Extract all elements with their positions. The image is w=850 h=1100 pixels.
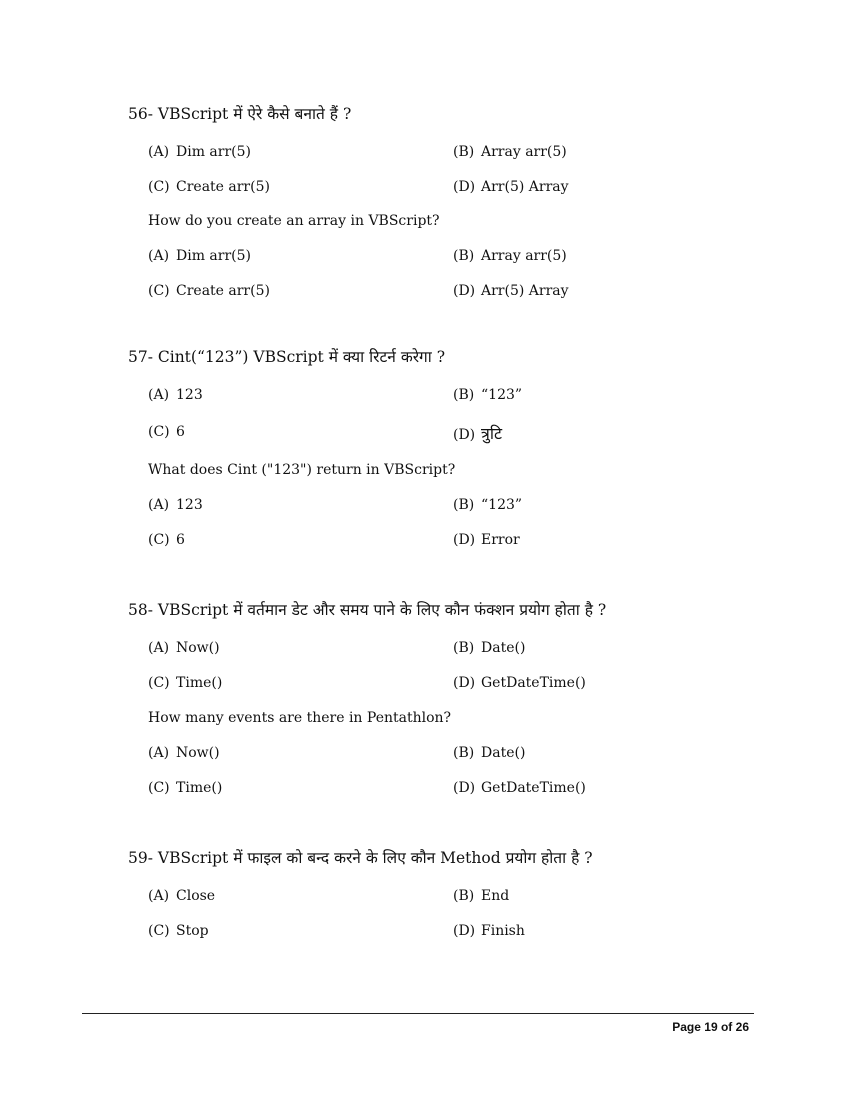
of-label: of [720,1020,733,1034]
option-a: (A) Close [148,888,216,904]
option-d: (D) त्रुटि [453,424,503,443]
option-b: (B) Date() [453,745,526,761]
option-c: (C) Stop [148,923,209,939]
page-number: 19 [704,1020,718,1034]
question-title: 58- VBScript में वर्तमान डेट और समय पाने के लिए कौन फंक्शन प्रयोग होता है ? [128,601,607,619]
question-english-text: How many events are there in Pentathlon? [148,710,452,726]
footer-divider [82,1013,754,1014]
option-d: (D) Finish [453,923,525,939]
option-a: (A) Dim arr(5) [148,144,251,160]
question-title: 56- VBScript में ऐरे कैसे बनाते हैं ? [128,105,352,123]
question-title: 57- Cint(“123”) VBScript में क्या रिटर्न करेगा ? [128,348,446,366]
option-b: (B) End [453,888,510,904]
option-b: (B) “123” [453,497,523,513]
option-a: (A) 123 [148,387,203,403]
total-pages: 26 [735,1020,749,1034]
option-a: (A) Now() [148,640,220,656]
question-english-text: How do you create an array in VBScript? [148,213,440,229]
question-english-text: What does Cint ("123") return in VBScript? [148,462,456,478]
question-title: 59- VBScript में फाइल को बन्द करने के लिए कौन Method प्रयोग होता है ? [128,849,593,867]
option-c: (C) 6 [148,424,185,440]
page-footer [672,1020,749,1034]
option-c: (C) Create arr(5) [148,179,270,195]
option-c: (C) Create arr(5) [148,283,270,299]
option-d: (D) Error [453,532,520,548]
option-c: (C) Time() [148,780,223,796]
option-b: (B) Array arr(5) [453,248,567,264]
option-d: (D) Arr(5) Array [453,283,569,299]
option-d: (D) GetDateTime() [453,675,586,691]
option-c: (C) 6 [148,532,185,548]
page-label: Page [672,1020,701,1034]
option-b: (B) “123” [453,387,523,403]
option-d: (D) GetDateTime() [453,780,586,796]
option-c: (C) Time() [148,675,223,691]
option-b: (B) Array arr(5) [453,144,567,160]
option-d: (D) Arr(5) Array [453,179,569,195]
option-a: (A) Dim arr(5) [148,248,251,264]
option-a: (A) 123 [148,497,203,513]
option-b: (B) Date() [453,640,526,656]
option-a: (A) Now() [148,745,220,761]
